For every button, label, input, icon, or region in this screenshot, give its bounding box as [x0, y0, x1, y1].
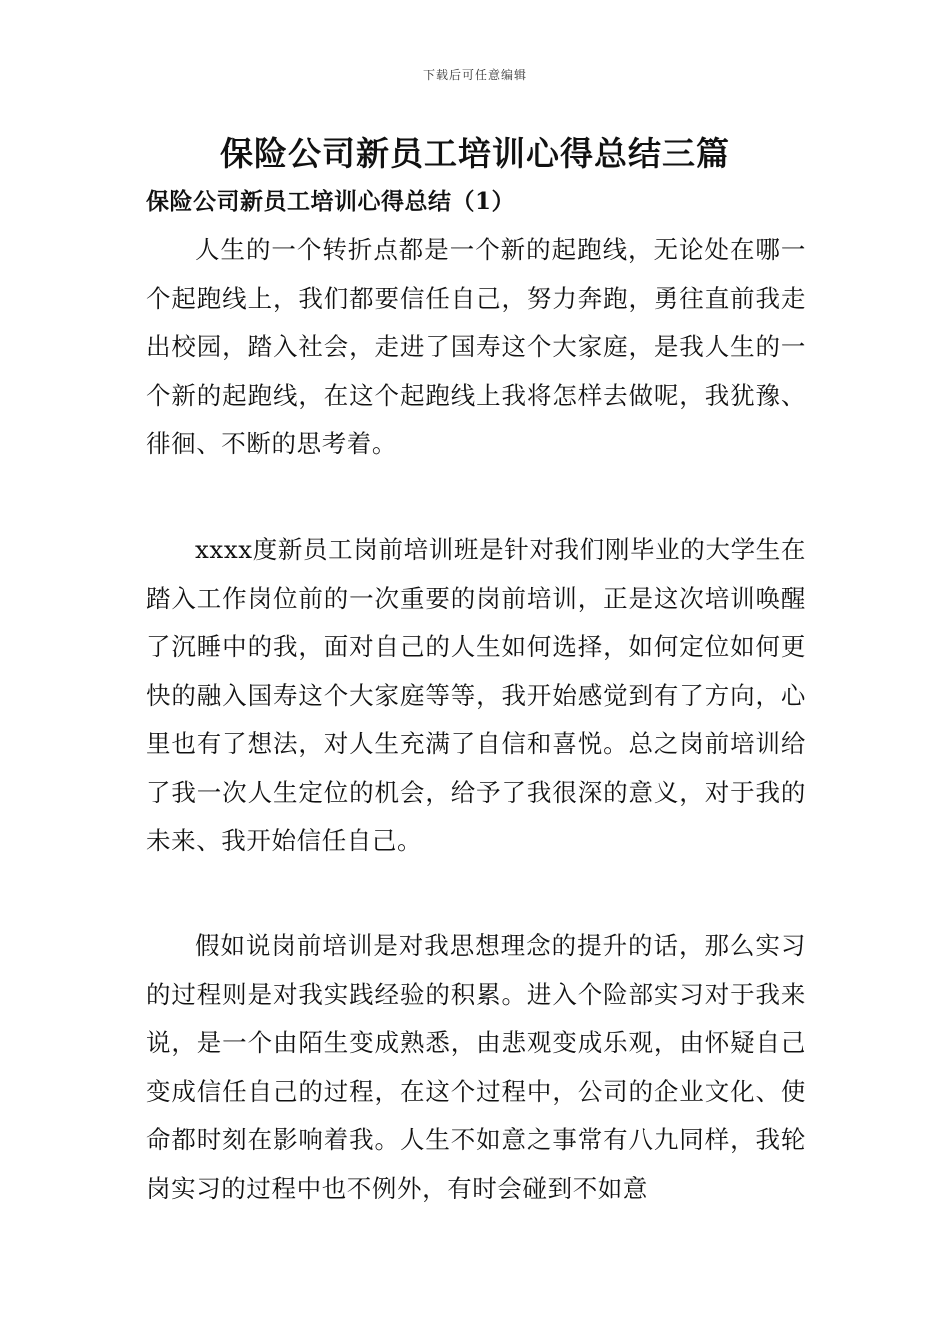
paragraph-3: 假如说岗前培训是对我思想理念的提升的话，那么实习的过程则是对我实践经验的积累。进入个险部实习对于我来说，是一个由陌生变成熟悉，由悲观变成乐观，由怀疑自己变成信任自己的过程，在这个过程中，公司的企业文化、使命都时刻在影响着我。人生不如意之事常有八九同样，我轮岗实习的过程中也不例外，有时会碰到不如意 — [146, 931, 806, 1203]
document-title: 保险公司新员工培训心得总结三篇 — [220, 134, 730, 173]
paragraph-2: xxxx度新员工岗前培训班是针对我们刚毕业的大学生在踏入工作岗位前的一次重要的岗前培训，正是这次培训唤醒了沉睡中的我，面对自己的人生如何选择，如何定位如何更快的融入国寿这个大家庭等等，我开始感觉到有了方向，心里也有了想法，对人生充满了自信和喜悦。总之岗前培训给了我一次人生定位的机会，给予了我很深的意义，对于我的未来、我开始信任自己。 — [146, 535, 806, 855]
header-note: 下载后可任意编辑 — [422, 68, 527, 82]
paragraph-1: 人生的一个转折点都是一个新的起跑线，无论处在哪一个起跑线上，我们都要信任自己，努力奔跑，勇往直前我走出校园，踏入社会，走进了国寿这个大家庭，是我人生的一个新的起跑线，在这个起跑线上我将怎样去做呢，我犹豫、徘徊、不断的思考着。 — [146, 235, 806, 458]
section-heading: 保险公司新员工培训心得总结（1） — [146, 188, 516, 215]
